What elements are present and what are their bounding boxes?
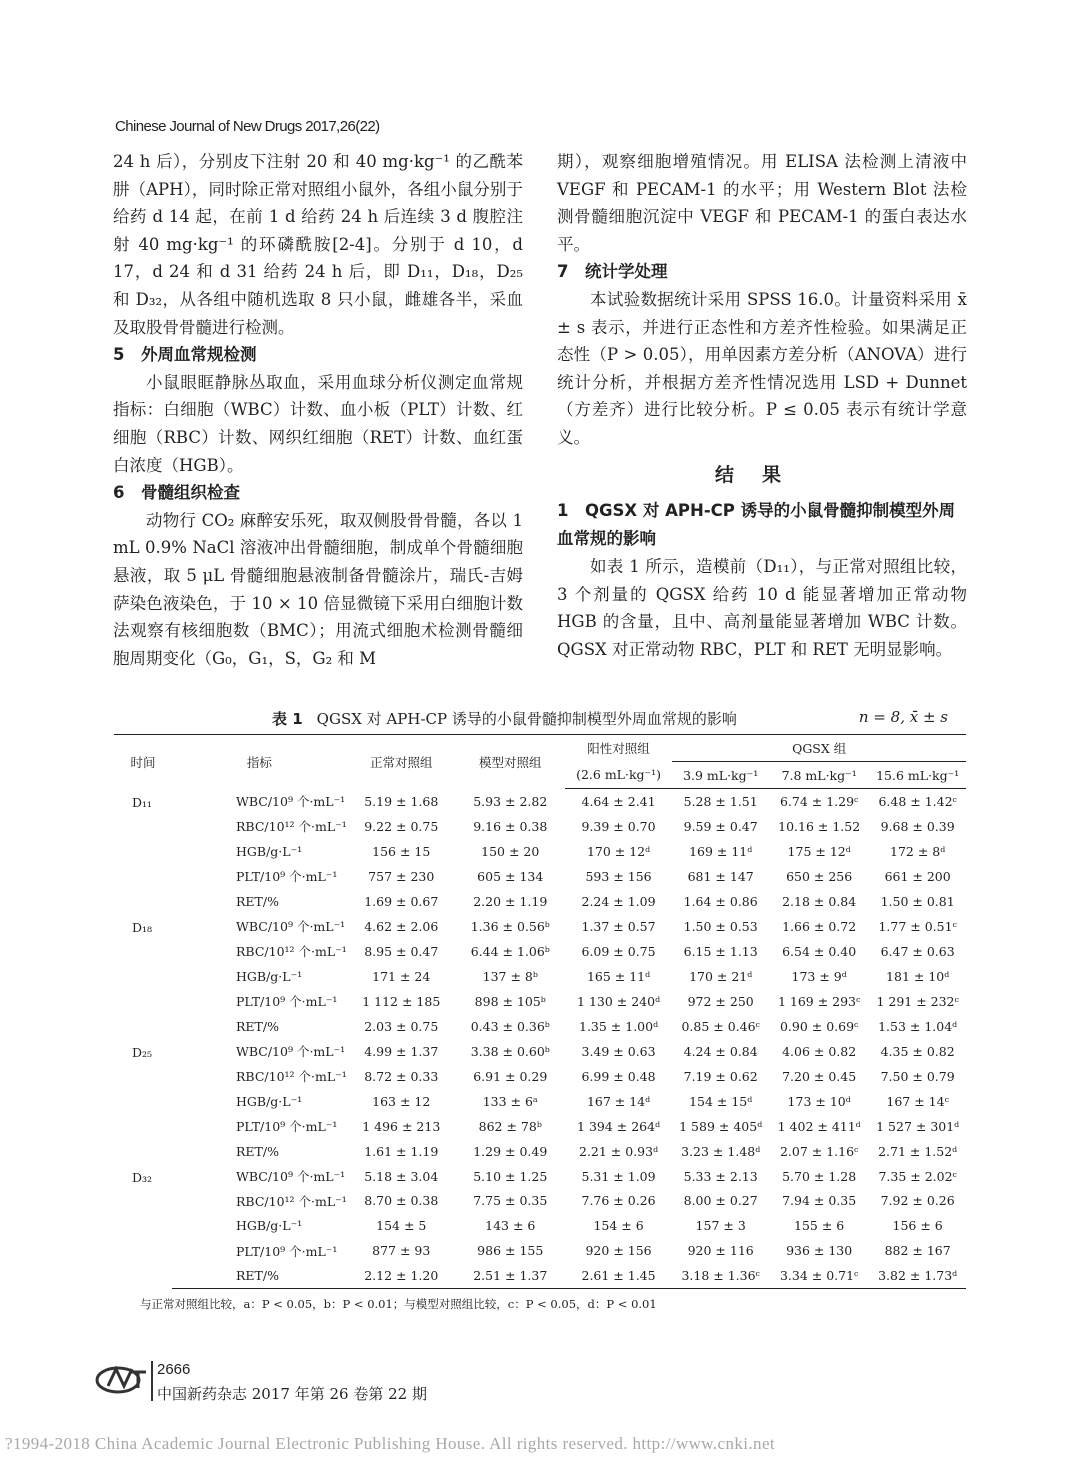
section-6-text: 动物行 CO₂ 麻醉安乐死，取双侧股骨骨髓，各以 1 mL 0.9% NaCl 溶液冲出骨髓细胞，制成单个骨髓细胞悬液，取 5 μL 骨髓细胞悬液制备骨髓涂片，瑞氏-吉姆萨染色液染色，于 10 × 10 倍显微镜下采用白细胞计数法观察有核细胞数（BMC）；用流式细胞术检测骨髓细胞周期变化（G₀，G₁，S，G₂ 和 M xyxy=(113,510,523,668)
value-cell: 1 112 ± 185 xyxy=(362,993,441,1009)
header-positive-dose: (2.6 mL·kg⁻¹) xyxy=(565,762,673,789)
header-indicator: 指标 xyxy=(172,735,347,789)
value-cell: 2.03 ± 0.75 xyxy=(364,1018,439,1034)
value-cell: 8.95 ± 0.47 xyxy=(364,943,439,959)
value-cell: 7.35 ± 2.02ᶜ xyxy=(878,1168,957,1184)
value-cell: 6.48 ± 1.42ᶜ xyxy=(878,793,957,809)
value-cell: 133 ± 6ᵃ xyxy=(482,1093,538,1109)
value-cell: 898 ± 105ᵇ xyxy=(474,993,546,1009)
value-cell: 6.91 ± 0.29 xyxy=(473,1068,548,1084)
results-heading: 结果 xyxy=(714,463,809,486)
table-footnote: 与正常对照组比较，a：P < 0.05，b：P < 0.01；与模型对照组比较，c：P < 0.05，d：P < 0.01 xyxy=(140,1297,657,1311)
value-cell: 171 ± 24 xyxy=(372,968,431,984)
value-cell: 5.19 ± 1.68 xyxy=(364,793,439,809)
table-title xyxy=(272,708,737,729)
results-table xyxy=(114,734,966,1289)
indicator-cell: RET/% xyxy=(236,893,279,909)
indicator-cell: RBC/10¹² 个·mL⁻¹ xyxy=(236,819,347,835)
section-7-title: 7 统计学处理 xyxy=(557,262,668,282)
value-cell: 6.44 ± 1.06ᵇ xyxy=(470,943,550,959)
value-cell: 175 ± 12ᵈ xyxy=(787,843,851,859)
value-cell: 1.29 ± 0.49 xyxy=(473,1143,548,1159)
value-cell: 6.47 ± 0.63 xyxy=(880,943,955,959)
time-cell: D₃₂ xyxy=(132,1169,153,1185)
value-cell: 3.38 ± 0.60ᵇ xyxy=(470,1043,550,1059)
value-cell: 9.22 ± 0.75 xyxy=(364,818,439,834)
value-cell: 6.54 ± 0.40 xyxy=(782,943,857,959)
time-cell: D₁₁ xyxy=(132,794,153,810)
value-cell: 172 ± 8ᵈ xyxy=(890,843,946,859)
value-cell: 3.82 ± 1.73ᵈ xyxy=(869,1263,966,1288)
value-cell: 6.15 ± 1.13 xyxy=(683,943,758,959)
table-body xyxy=(114,789,966,1289)
indicator-cell: RBC/10¹² 个·mL⁻¹ xyxy=(236,1069,347,1085)
header-time: 时间 xyxy=(114,735,172,789)
value-cell: 3.23 ± 1.48ᵈ xyxy=(681,1143,761,1159)
value-cell: 972 ± 250 xyxy=(687,993,754,1009)
value-cell: 1.36 ± 0.56ᵇ xyxy=(470,918,550,934)
table-row xyxy=(114,914,966,939)
value-cell: 1 589 ± 405ᵈ xyxy=(679,1118,763,1134)
table-row xyxy=(114,1114,966,1139)
value-cell: 170 ± 21ᵈ xyxy=(689,968,753,984)
indicator-cell: WBC/10⁹ 个·mL⁻¹ xyxy=(236,794,346,810)
value-cell: 4.99 ± 1.37 xyxy=(364,1043,439,1059)
value-cell: 2.12 ± 1.20 xyxy=(347,1263,456,1288)
value-cell: 661 ± 200 xyxy=(884,868,951,884)
value-cell: 163 ± 12 xyxy=(372,1093,431,1109)
value-cell: 4.64 ± 2.41 xyxy=(581,793,656,809)
value-cell: 1.50 ± 0.53 xyxy=(683,918,758,934)
paragraph-continued: 24 h 后），分别皮下注射 20 和 40 mg·kg⁻¹ 的乙酰苯肼（APH），同时除正常对照组小鼠外，各组小鼠分别于给药 d 14 起，在前 1 d 给药 24 h 后连续 3 d 腹腔注射 40 mg·kg⁻¹ 的环磷酰胺[2-4]。分别于 d 10，d 17，d 24 和 d 31 给药 24 h 后，即 D₁₁，D₁₈，D₂₅ 和 D₃₂，从各组中随机选取 8 只小鼠，雌雄各半，采血及取股骨骨髓进行检测。 xyxy=(113,152,523,337)
value-cell: 5.31 ± 1.09 xyxy=(581,1168,656,1184)
indicator-cell: HGB/g·L⁻¹ xyxy=(236,843,303,859)
value-cell: 9.59 ± 0.47 xyxy=(683,818,758,834)
indicator-cell: WBC/10⁹ 个·mL⁻¹ xyxy=(236,1169,346,1185)
table-row xyxy=(114,1039,966,1064)
header-dose-mid: 7.8 mL·kg⁻¹ xyxy=(769,762,869,789)
value-cell: 7.20 ± 0.45 xyxy=(782,1068,857,1084)
value-cell: 757 ± 230 xyxy=(368,868,435,884)
table-row xyxy=(114,1014,966,1039)
value-cell: 4.24 ± 0.84 xyxy=(683,1043,758,1059)
value-cell: 1 496 ± 213 xyxy=(362,1118,441,1134)
table-row xyxy=(114,814,966,839)
indicator-cell: HGB/g·L⁻¹ xyxy=(236,968,303,984)
running-head: Chinese Journal of New Drugs 2017,26(22) xyxy=(115,118,380,135)
value-cell: 1 527 ± 301ᵈ xyxy=(876,1118,960,1134)
value-cell: 9.68 ± 0.39 xyxy=(880,818,955,834)
value-cell: 605 ± 134 xyxy=(477,868,544,884)
value-cell: 5.18 ± 3.04 xyxy=(364,1168,439,1184)
table-label: 表 1 xyxy=(272,710,303,728)
value-cell: 169 ± 11ᵈ xyxy=(689,843,753,859)
value-cell: 8.72 ± 0.33 xyxy=(364,1068,439,1084)
table-row xyxy=(114,1238,966,1263)
copyright-watermark: ?1994-2018 China Academic Journal Electronic Publishing House. All rights reserved. http://www.cnki.net xyxy=(5,1434,776,1453)
value-cell: 167 ± 14ᵈ xyxy=(586,1093,651,1109)
table-row xyxy=(114,864,966,889)
value-cell: 920 ± 156 xyxy=(585,1243,652,1259)
left-column xyxy=(113,148,523,672)
indicator-cell: RET/% xyxy=(236,1143,279,1159)
value-cell: 1 169 ± 293ᶜ xyxy=(777,993,861,1009)
paragraph-continued-right: 期），观察细胞增殖情况。用 ELISA 法检测上清液中 VEGF 和 PECAM-1 的水平；用 Western Blot 法检测骨髓细胞沉淀中 VEGF 和 PECAM-1 的蛋白表达水平。 xyxy=(557,152,967,254)
indicator-cell: WBC/10⁹ 个·mL⁻¹ xyxy=(236,919,346,935)
value-cell: 1.66 ± 0.72 xyxy=(782,918,857,934)
value-cell: 7.75 ± 0.35 xyxy=(473,1193,548,1209)
time-cell: D₁₈ xyxy=(132,919,153,935)
section-5-text: 小鼠眼眶静脉丛取血，采用血球分析仪测定血常规指标：白细胞（WBC）计数、血小板（PLT）计数、红细胞（RBC）计数、网织红细胞（RET）计数、血红蛋白浓度（HGB）。 xyxy=(113,372,523,475)
value-cell: 7.92 ± 0.26 xyxy=(880,1193,955,1209)
value-cell: 681 ± 147 xyxy=(687,868,754,884)
table-row xyxy=(114,989,966,1014)
value-cell: 181 ± 10ᵈ xyxy=(886,968,950,984)
value-cell: 137 ± 8ᵇ xyxy=(482,968,538,984)
section-6-title: 6 骨髓组织检查 xyxy=(113,483,240,503)
value-cell: 9.16 ± 0.38 xyxy=(473,818,548,834)
value-cell: 0.90 ± 0.69ᶜ xyxy=(779,1018,859,1034)
value-cell: 154 ± 5 xyxy=(376,1218,427,1234)
value-cell: 150 ± 20 xyxy=(481,843,540,859)
value-cell: 2.21 ± 0.93ᵈ xyxy=(579,1143,659,1159)
value-cell: 4.62 ± 2.06 xyxy=(364,918,439,934)
time-cell: D₂₅ xyxy=(132,1044,153,1060)
table-title-text: QGSX 对 APH-CP 诱导的小鼠骨髓抑制模型外周血常规的影响 xyxy=(316,710,737,728)
value-cell: 157 ± 3 xyxy=(695,1218,746,1234)
table-row xyxy=(114,789,966,814)
header-dose-low: 3.9 mL·kg⁻¹ xyxy=(672,762,769,789)
value-cell: 2.51 ± 1.37 xyxy=(456,1263,565,1288)
value-cell: 936 ± 130 xyxy=(786,1243,853,1259)
value-cell: 155 ± 6 xyxy=(794,1218,845,1234)
header-dose-high: 15.6 mL·kg⁻¹ xyxy=(869,762,966,789)
value-cell: 650 ± 256 xyxy=(786,868,853,884)
value-cell: 2.24 ± 1.09 xyxy=(581,893,656,909)
header-model: 模型对照组 xyxy=(456,735,565,789)
value-cell: 10.16 ± 1.52 xyxy=(778,818,861,834)
journal-logo xyxy=(94,1360,148,1396)
table-row xyxy=(114,1263,966,1288)
value-cell: 5.10 ± 1.25 xyxy=(473,1168,548,1184)
indicator-cell: RBC/10¹² 个·mL⁻¹ xyxy=(236,1193,347,1209)
table-row xyxy=(114,1064,966,1089)
indicator-cell: PLT/10⁹ 个·mL⁻¹ xyxy=(236,1119,338,1135)
section-7-text: 本试验数据统计采用 SPSS 16.0。计量资料采用 x̄ ± s 表示，并进行正态性和方差齐性检验。如果满足正态性（P > 0.05），用单因素方差分析（ANOVA）进行统计分析，并根据方差齐性情况选用 LSD + Dunnet（方差齐）进行比较分析。P ≤ 0.05 表示有统计学意义。 xyxy=(557,289,967,447)
value-cell: 7.50 ± 0.79 xyxy=(880,1068,955,1084)
journal-info: 中国新药杂志 2017 年第 26 卷第 22 期 xyxy=(157,1385,427,1403)
value-cell: 2.61 ± 1.45 xyxy=(565,1263,673,1288)
value-cell: 1 402 ± 411ᵈ xyxy=(777,1118,861,1134)
value-cell: 1 291 ± 232ᶜ xyxy=(876,993,959,1009)
value-cell: 5.33 ± 2.13 xyxy=(683,1168,758,1184)
section-5-title: 5 外周血常规检测 xyxy=(113,345,257,365)
indicator-cell: RET/% xyxy=(172,1263,347,1288)
value-cell: 1.35 ± 1.00ᵈ xyxy=(579,1018,659,1034)
footer-divider xyxy=(151,1361,153,1401)
value-cell: 1.61 ± 1.19 xyxy=(364,1143,439,1159)
value-cell: 1.64 ± 0.86 xyxy=(683,893,758,909)
table-row xyxy=(114,1213,966,1238)
table-row xyxy=(114,1189,966,1214)
indicator-cell: RBC/10¹² 个·mL⁻¹ xyxy=(236,944,347,960)
value-cell: 5.70 ± 1.28 xyxy=(782,1168,857,1184)
value-cell: 3.18 ± 1.36ᶜ xyxy=(672,1263,769,1288)
table-row xyxy=(114,839,966,864)
value-cell: 2.71 ± 1.52ᵈ xyxy=(878,1143,958,1159)
value-cell: 156 ± 6 xyxy=(892,1218,943,1234)
value-cell: 167 ± 14ᶜ xyxy=(886,1093,949,1109)
result-1-title: 1 QGSX 对 APH-CP 诱导的小鼠骨髓抑制模型外周血常规的影响 xyxy=(557,501,956,549)
value-cell: 1.37 ± 0.57 xyxy=(581,918,656,934)
indicator-cell: PLT/10⁹ 个·mL⁻¹ xyxy=(236,1243,338,1259)
table-row xyxy=(114,1164,966,1189)
header-positive: 阳性对照组 xyxy=(565,735,673,762)
right-column xyxy=(557,148,967,664)
value-cell: 6.74 ± 1.29ᶜ xyxy=(779,793,859,809)
value-cell: 5.93 ± 2.82 xyxy=(473,793,548,809)
indicator-cell: RET/% xyxy=(236,1018,279,1034)
value-cell: 165 ± 11ᵈ xyxy=(586,968,651,984)
value-cell: 2.07 ± 1.16ᶜ xyxy=(779,1143,859,1159)
value-cell: 3.34 ± 0.71ᶜ xyxy=(769,1263,869,1288)
indicator-cell: HGB/g·L⁻¹ xyxy=(236,1218,303,1234)
value-cell: 6.09 ± 0.75 xyxy=(581,943,656,959)
value-cell: 1 130 ± 240ᵈ xyxy=(577,993,661,1009)
value-cell: 4.35 ± 0.82 xyxy=(880,1043,955,1059)
value-cell: 7.76 ± 0.26 xyxy=(581,1193,656,1209)
table-row xyxy=(114,889,966,914)
page-number: 2666 xyxy=(157,1361,191,1378)
table-row xyxy=(114,1089,966,1114)
value-cell: 170 ± 12ᵈ xyxy=(586,843,651,859)
value-cell: 2.20 ± 1.19 xyxy=(473,893,548,909)
value-cell: 0.43 ± 0.36ᵇ xyxy=(470,1018,550,1034)
value-cell: 2.18 ± 0.84 xyxy=(782,893,857,909)
header-normal: 正常对照组 xyxy=(347,735,456,789)
indicator-cell: PLT/10⁹ 个·mL⁻¹ xyxy=(236,869,338,885)
result-1-text: 如表 1 所示，造模前（D₁₁），与正常对照组比较，3 个剂量的 QGSX 给药 10 d 能显著增加正常动物 HGB 的含量，且中、高剂量能显著增加 WBC 计数。QGSX 对正常动物 RBC，PLT 和 RET 无明显影响。 xyxy=(557,557,967,659)
value-cell: 156 ± 15 xyxy=(372,843,431,859)
table-row xyxy=(114,939,966,964)
value-cell: 8.00 ± 0.27 xyxy=(683,1193,758,1209)
table-stat-note: n = 8, x̄ ± s xyxy=(858,708,948,726)
value-cell: 5.28 ± 1.51 xyxy=(683,793,758,809)
indicator-cell: PLT/10⁹ 个·mL⁻¹ xyxy=(236,994,338,1010)
value-cell: 862 ± 78ᵇ xyxy=(478,1118,542,1134)
indicator-cell: WBC/10⁹ 个·mL⁻¹ xyxy=(236,1044,346,1060)
value-cell: 882 ± 167 xyxy=(884,1243,951,1259)
value-cell: 1.53 ± 1.04ᵈ xyxy=(878,1018,958,1034)
value-cell: 986 ± 155 xyxy=(477,1243,544,1259)
value-cell: 0.85 ± 0.46ᶜ xyxy=(681,1018,760,1034)
value-cell: 1.77 ± 0.51ᶜ xyxy=(878,918,957,934)
value-cell: 154 ± 6 xyxy=(593,1218,644,1234)
header-qgsx: QGSX 组 xyxy=(672,735,966,762)
value-cell: 3.49 ± 0.63 xyxy=(581,1043,656,1059)
indicator-cell: HGB/g·L⁻¹ xyxy=(236,1093,303,1109)
value-cell: 9.39 ± 0.70 xyxy=(581,818,656,834)
table-row xyxy=(114,1139,966,1164)
value-cell: 7.94 ± 0.35 xyxy=(782,1193,857,1209)
value-cell: 593 ± 156 xyxy=(585,868,652,884)
value-cell: 173 ± 10ᵈ xyxy=(787,1093,851,1109)
value-cell: 920 ± 116 xyxy=(687,1243,754,1259)
value-cell: 8.70 ± 0.38 xyxy=(364,1193,439,1209)
value-cell: 6.99 ± 0.48 xyxy=(581,1068,656,1084)
value-cell: 1.50 ± 0.81 xyxy=(880,893,955,909)
value-cell: 173 ± 9ᵈ xyxy=(791,968,847,984)
value-cell: 1.69 ± 0.67 xyxy=(364,893,439,909)
value-cell: 154 ± 15ᵈ xyxy=(689,1093,753,1109)
value-cell: 4.06 ± 0.82 xyxy=(782,1043,857,1059)
table-row xyxy=(114,964,966,989)
value-cell: 877 ± 93 xyxy=(372,1243,431,1259)
value-cell: 143 ± 6 xyxy=(485,1218,536,1234)
value-cell: 7.19 ± 0.62 xyxy=(683,1068,758,1084)
value-cell: 1 394 ± 264ᵈ xyxy=(577,1118,661,1134)
